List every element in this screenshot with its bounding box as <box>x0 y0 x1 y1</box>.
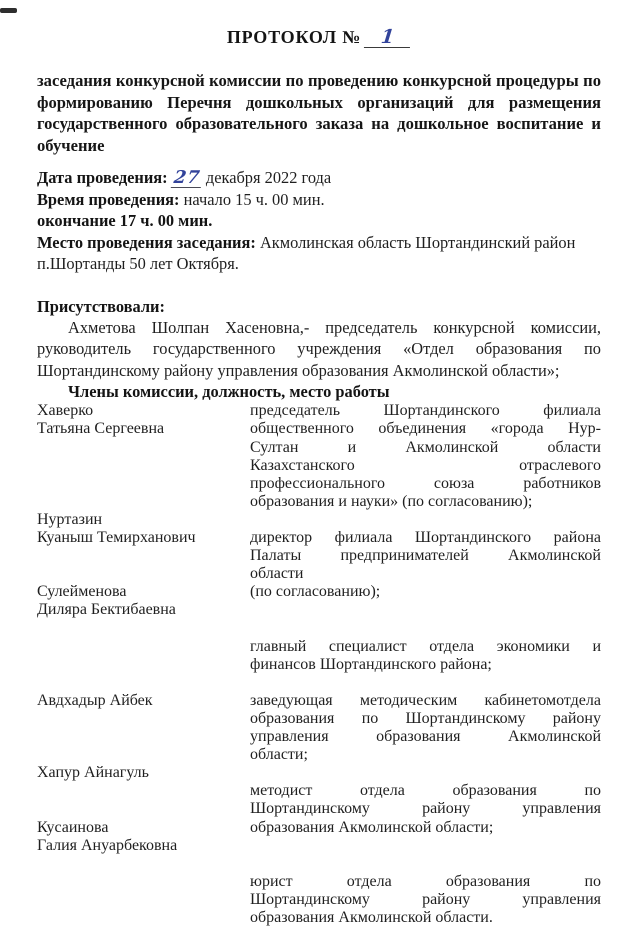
handwritten-protocol-number: 1 <box>364 27 412 48</box>
protocol-title-text: ПРОТОКОЛ № <box>226 27 362 47</box>
member-name-cell <box>37 638 250 656</box>
member-name-cell <box>37 457 250 475</box>
member-name-cell: Сулейменова <box>37 583 127 601</box>
date-label: Дата проведения: <box>37 168 168 187</box>
member-role-cell: образования Акмолинской области; <box>250 818 494 836</box>
time-label: Время проведения: <box>37 189 180 209</box>
member-role-cell <box>250 764 601 782</box>
member-row <box>37 620 601 638</box>
member-name-cell <box>37 855 250 873</box>
member-role-cell: Казахстанского отраслевого <box>250 456 601 474</box>
member-role-cell: Султан и Акмолинской области <box>250 438 601 456</box>
member-role-cell: области <box>250 565 304 583</box>
member-row <box>37 565 601 583</box>
member-row <box>37 529 601 547</box>
member-row <box>37 475 601 493</box>
member-name-cell <box>37 782 250 800</box>
time-line <box>37 189 601 211</box>
member-row <box>37 782 601 800</box>
member-row <box>37 493 601 511</box>
member-role-cell: Шортандинскому району управления <box>250 890 601 908</box>
member-name-cell <box>37 746 250 764</box>
end-time-text: окончание 17 ч. 00 мин. <box>37 211 213 230</box>
member-name-cell <box>37 710 250 728</box>
member-role-cell: образования Акмолинской области. <box>250 909 493 927</box>
member-name-cell <box>37 800 250 818</box>
member-row <box>37 764 601 782</box>
member-row <box>37 692 601 710</box>
member-row <box>37 819 601 837</box>
member-row <box>37 855 601 873</box>
member-role-cell: управления образования Акмолинской <box>250 728 601 746</box>
meta-block <box>37 167 601 275</box>
member-row <box>37 511 601 529</box>
member-row <box>37 746 601 764</box>
member-name-cell <box>37 656 250 674</box>
member-role-cell: Палаты предпринимателей Акмолинской <box>250 547 601 565</box>
member-name-cell: Куаныш Темирханович <box>37 529 196 547</box>
page-title <box>37 24 601 50</box>
place-label: Место проведения заседания: <box>37 232 256 252</box>
member-row <box>37 439 601 457</box>
member-role-cell: председатель Шортандинского филиала <box>250 402 601 420</box>
member-role-cell: профессионального союза работников <box>250 474 601 492</box>
member-row <box>37 873 601 891</box>
member-name-cell <box>37 475 250 493</box>
member-name-cell: Диляра Бектибаевна <box>37 601 176 619</box>
member-name-cell <box>37 873 250 891</box>
member-row <box>37 837 601 855</box>
member-row <box>37 638 601 656</box>
members-table <box>37 402 601 927</box>
member-role-cell: Шортандинскому району управления <box>250 800 601 818</box>
member-role-cell: методист отдела образования по <box>250 782 601 800</box>
member-role-cell: главный специалист отдела экономики и <box>250 637 601 655</box>
attendees-heading: Присутствовали: <box>37 296 165 316</box>
member-name-cell <box>37 891 250 909</box>
members-heading: Члены комиссии, должность, место работы <box>68 381 390 401</box>
member-role-cell: директор филиала Шортандинского района <box>250 529 601 547</box>
member-name-cell <box>37 439 250 457</box>
member-name-cell: Авдхадыр Айбек <box>37 691 153 709</box>
member-name-cell <box>37 674 250 692</box>
member-role-cell <box>250 511 601 529</box>
member-row <box>37 710 601 728</box>
member-role-cell: образования по Шортандинскому району <box>250 709 601 727</box>
member-role-cell: общественного объединения «города Нур- <box>250 420 601 438</box>
place-line <box>37 232 601 275</box>
member-name-cell: Татьяна Сергеевна <box>37 420 165 438</box>
date-line <box>37 167 601 189</box>
subject-paragraph: заседания конкурсной комиссии по проведению конкурсной процедуры по формированию Перечня дошкольных организаций для размещения государственного образовательного заказа на дошкольное воспитание и обучение <box>37 71 601 155</box>
member-name-cell <box>37 565 250 583</box>
member-row <box>37 656 601 674</box>
member-role-cell <box>250 837 601 855</box>
member-name-cell <box>37 728 250 746</box>
member-name-cell <box>37 547 250 565</box>
place-value: Акмолинская область Шортандинский район п.Шортанды 50 лет Октября. <box>37 232 576 273</box>
member-row <box>37 420 601 438</box>
member-role-cell <box>250 601 601 619</box>
member-row <box>37 457 601 475</box>
member-name-cell: Хаверко <box>37 402 94 420</box>
member-role-cell: образования и науки» (по согласованию); <box>250 492 533 510</box>
member-name-cell: Кусаинова <box>37 818 109 836</box>
member-name-cell: Хапур Айнагуль <box>37 764 149 782</box>
member-role-cell: заведующая методическим кабинетомотдела <box>250 691 601 709</box>
scan-artifact-topleft <box>0 8 17 13</box>
member-name-cell <box>37 909 250 927</box>
member-role-cell: области; <box>250 746 308 764</box>
time-value: начало 15 ч. 00 мин. <box>183 189 325 209</box>
member-row <box>37 891 601 909</box>
member-row <box>37 402 601 420</box>
member-row <box>37 728 601 746</box>
member-name-cell <box>37 620 250 638</box>
member-row <box>37 674 601 692</box>
member-row <box>37 909 601 927</box>
end-time-line <box>37 210 601 232</box>
member-row <box>37 547 601 565</box>
member-name-cell <box>37 493 250 511</box>
member-row <box>37 583 601 601</box>
member-role-cell <box>250 620 601 638</box>
member-role-cell: юрист отдела образования по <box>250 872 601 890</box>
member-name-cell: Галия Ануарбековна <box>37 836 178 854</box>
member-role-cell <box>250 674 601 692</box>
member-role-cell: (по согласованию); <box>250 583 381 601</box>
chairperson-paragraph: Ахметова Шолпан Хасеновна,- председатель конкурсной комиссии, руководитель государственного учреждения «Отдел образования по Шортандинскому району управления образования Акмолинской области»; <box>37 318 601 380</box>
member-role-cell: финансов Шортандинского района; <box>250 655 492 673</box>
date-rest: декабря 2022 года <box>205 168 332 187</box>
member-role-cell <box>250 855 601 873</box>
member-name-cell: Нуртазин <box>37 510 103 528</box>
member-row <box>37 800 601 818</box>
member-row <box>37 601 601 619</box>
handwritten-date-day: 27 <box>172 168 202 188</box>
